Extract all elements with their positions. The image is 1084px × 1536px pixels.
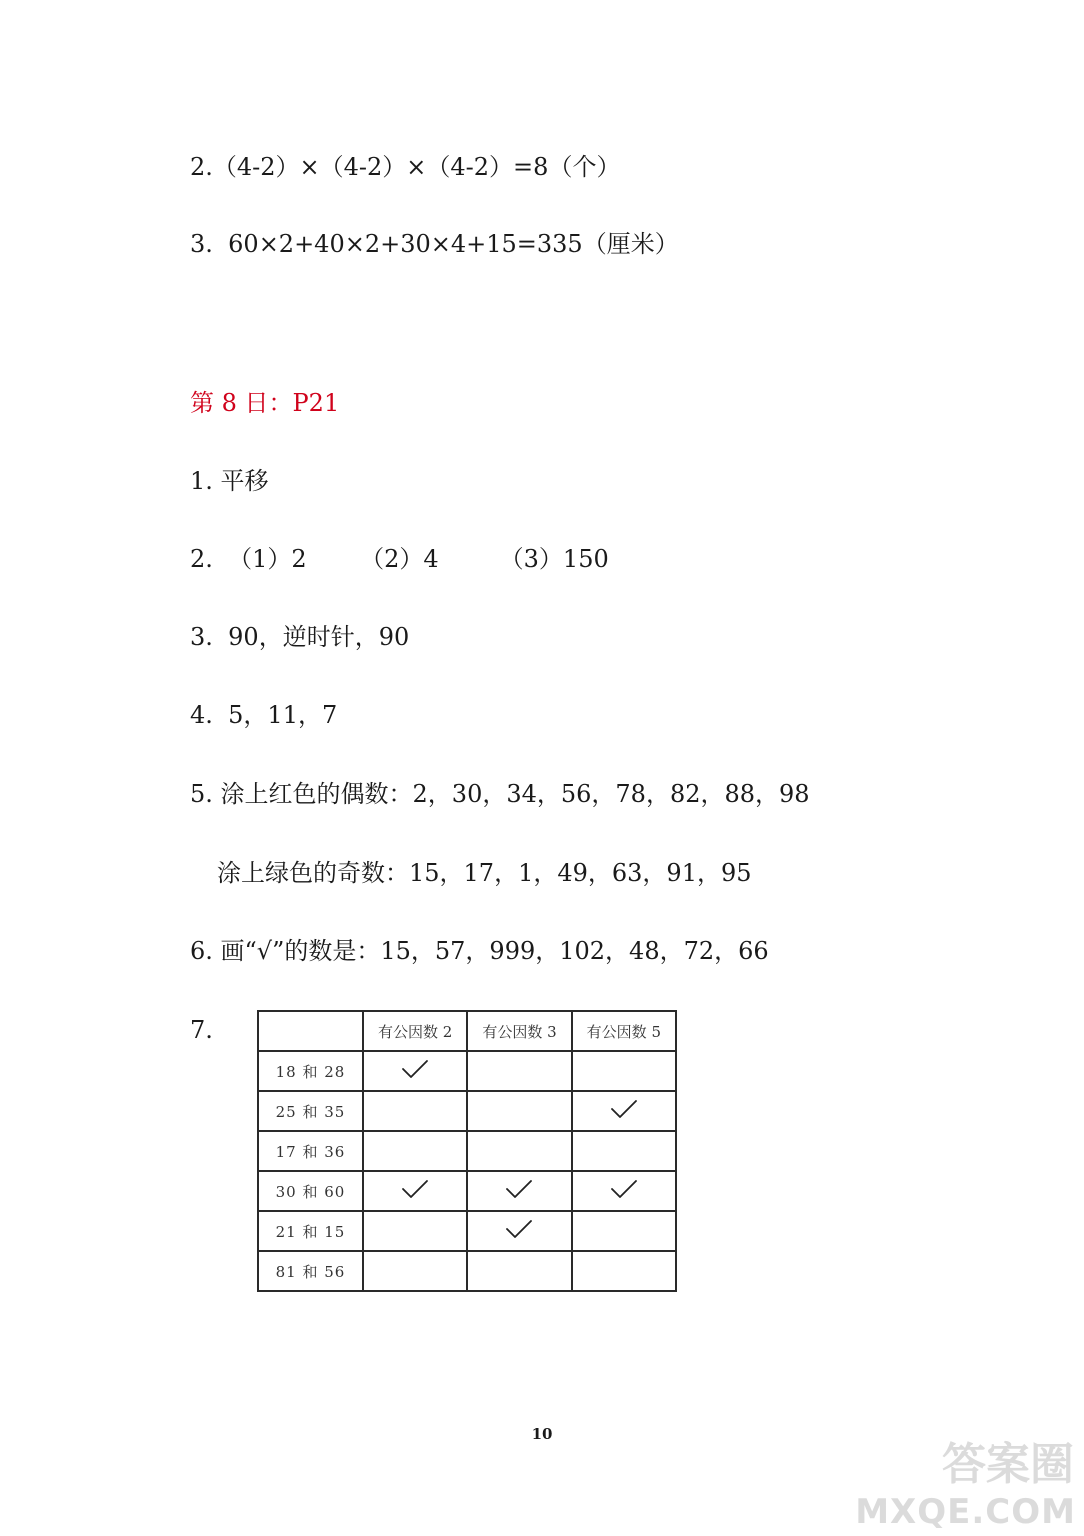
table-cell — [363, 1211, 467, 1251]
table-cell — [363, 1051, 467, 1091]
checkmark-icon — [401, 1058, 429, 1080]
table-row-label: 18 和 28 — [258, 1051, 363, 1091]
checkmark-icon — [610, 1098, 638, 1120]
table-row — [258, 1091, 676, 1131]
answer-line-2-ch7: 2.（4-2）×（4-2）×（4-2）=8（个） — [190, 153, 621, 181]
answer-line-4: 4. 5，11，7 — [190, 701, 338, 729]
table-cell — [572, 1051, 676, 1091]
table-row — [258, 1051, 676, 1091]
checkmark-icon — [610, 1178, 638, 1200]
table-header-factor-5: 有公因数 5 — [572, 1011, 676, 1051]
answer-line-3: 3. 90，逆时针，90 — [190, 623, 410, 651]
checkmark-icon — [505, 1218, 533, 1240]
checkmark-icon — [505, 1178, 533, 1200]
table-row-label: 25 和 35 — [258, 1091, 363, 1131]
answer-line-2: 2. （1）2 （2）4 （3）150 — [190, 545, 609, 573]
table-cell — [572, 1251, 676, 1291]
table-cell — [363, 1091, 467, 1131]
table-header-factor-3: 有公因数 3 — [467, 1011, 571, 1051]
table-cell — [572, 1091, 676, 1131]
table-row-label: 21 和 15 — [258, 1211, 363, 1251]
table-row-label: 17 和 36 — [258, 1131, 363, 1171]
answer-line-5-even: 5. 涂上红色的偶数：2，30，34，56，78，82，88，98 — [190, 780, 810, 808]
table-row — [258, 1131, 676, 1171]
table-cell — [467, 1251, 571, 1291]
table-cell — [467, 1211, 571, 1251]
table-cell — [467, 1171, 571, 1211]
table-cell — [572, 1131, 676, 1171]
answer-line-1: 1. 平移 — [190, 467, 269, 495]
answer-number-7: 7. — [190, 1016, 213, 1044]
common-factor-table — [257, 1010, 677, 1292]
table-header-factor-2: 有公因数 2 — [363, 1011, 467, 1051]
table-cell — [467, 1091, 571, 1131]
table-cell — [467, 1051, 571, 1091]
watermark-site: MXQE.COM — [855, 1492, 1076, 1532]
watermark-logo: 答案圈 — [942, 1439, 1074, 1490]
table-row — [258, 1211, 676, 1251]
table-cell — [363, 1131, 467, 1171]
table-cell — [572, 1211, 676, 1251]
table-cell — [572, 1171, 676, 1211]
page-number: 10 — [531, 1425, 553, 1443]
table-row — [258, 1171, 676, 1211]
answer-line-3-ch7: 3. 60×2+40×2+30×4+15=335（厘米） — [190, 230, 679, 258]
section-heading-day8: 第 8 日：P21 — [190, 389, 340, 417]
answer-line-5-odd: 涂上绿色的奇数：15，17，1，49，63，91，95 — [217, 859, 752, 887]
table-header-row — [258, 1011, 676, 1051]
table-cell — [467, 1131, 571, 1171]
answer-line-6: 6. 画“√”的数是：15，57，999，102，48，72，66 — [190, 937, 769, 965]
checkmark-icon — [401, 1178, 429, 1200]
table-row-label: 81 和 56 — [258, 1251, 363, 1291]
table-row-label: 30 和 60 — [258, 1171, 363, 1211]
table-corner-cell — [258, 1011, 363, 1051]
table-row — [258, 1251, 676, 1291]
table-cell — [363, 1171, 467, 1211]
table-cell — [363, 1251, 467, 1291]
